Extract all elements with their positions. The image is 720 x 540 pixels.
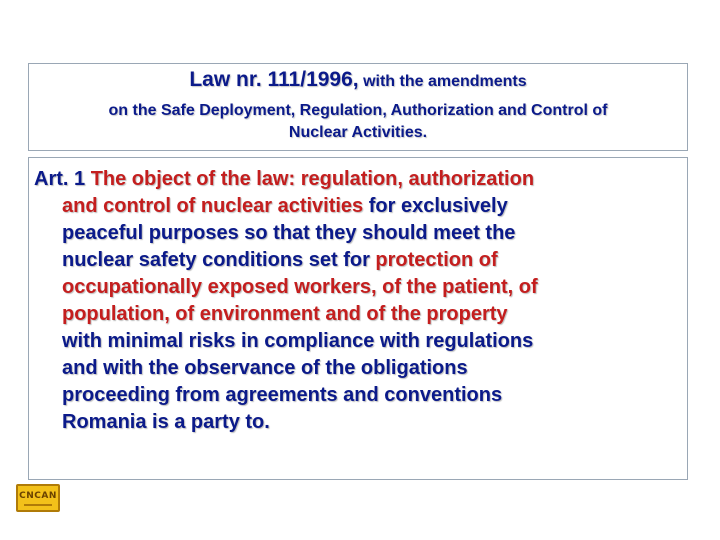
article-line-2-highlight: and control of nuclear activities [62, 195, 364, 217]
article-text [34, 166, 684, 436]
article-line-3: peaceful purposes so that they should meet the [62, 222, 516, 244]
article-line-1-rest: : regulation, authorization [288, 168, 535, 190]
article-line-8: and with the observance of the obligations [62, 357, 468, 379]
article-line-10: Romania is a party to. [62, 411, 270, 433]
title-box [28, 63, 688, 151]
law-title: Law nr. 111/1996, [189, 68, 359, 91]
law-subtitle [29, 100, 687, 144]
article-line-2 [34, 193, 684, 220]
cncan-logo [16, 484, 60, 512]
law-subtitle-line-1: on the Safe Deployment, Regulation, Authorization and Control of [108, 102, 608, 119]
title-heading [29, 68, 687, 92]
article-number: Art. 1 [34, 168, 91, 190]
article-line-6: population, of environment and of the property [62, 303, 508, 325]
article-line-9: proceeding from agreements and conventions [62, 384, 503, 406]
article-line-4-start: nuclear safety conditions set for [62, 249, 376, 271]
article-line-4-highlight: protection of [375, 249, 498, 271]
article-line-1 [34, 166, 684, 193]
article-line-7: with minimal risks in compliance with regulations [62, 330, 534, 352]
article-line-5: occupationally exposed workers, of the patient, of [62, 276, 538, 298]
logo-text: CNCAN [19, 491, 57, 501]
article-box [28, 157, 688, 480]
article-line-2-rest: for exclusively [363, 195, 508, 217]
article-line-4 [34, 247, 684, 274]
article-object-heading: The object of the law [90, 168, 289, 190]
law-subtitle-line-2: Nuclear Activities. [288, 124, 428, 141]
law-title-suffix: with the amendments [358, 73, 527, 90]
